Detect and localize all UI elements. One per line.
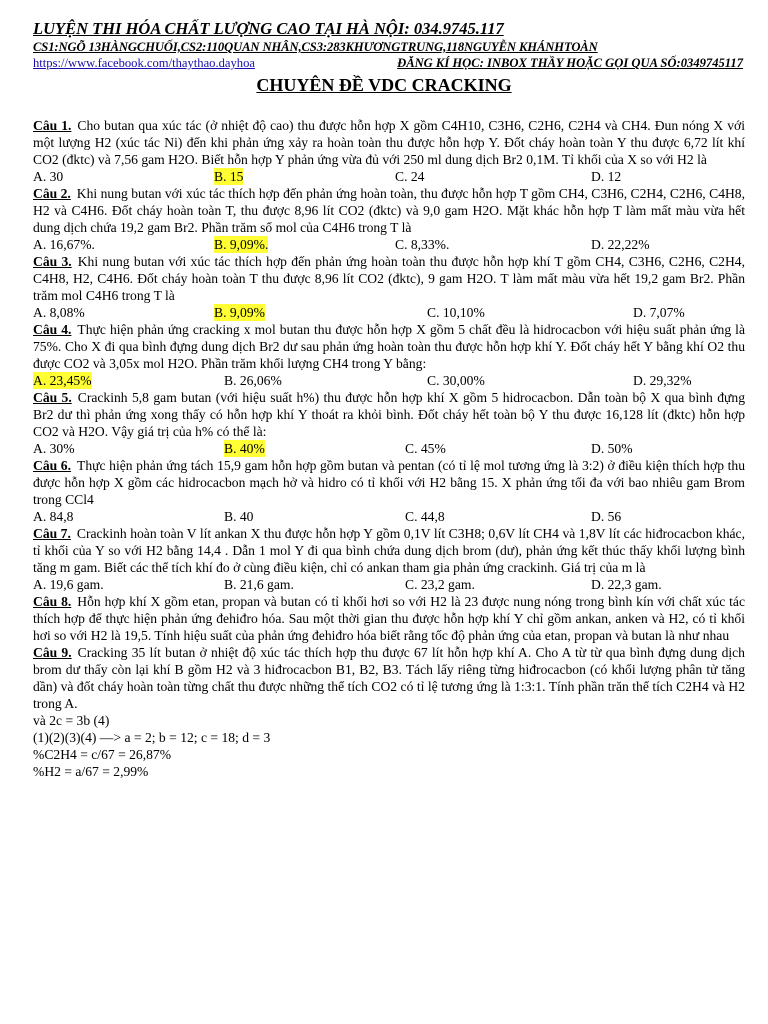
answer-option-a[interactable]: A. 30% <box>33 441 75 456</box>
answer-options <box>33 372 745 389</box>
header-title: LUYỆN THI HÓA CHẤT LƯỢNG CAO TẠI HÀ NỘI: 034.9745.117 <box>33 19 504 38</box>
answer-option-d[interactable]: D. 56 <box>591 509 622 524</box>
question-text: Cho butan qua xúc tác (ở nhiệt độ cao) thu được hỗn hợp X gồm C4H10, C3H6, C2H6, C2H4 và CH4. Đun nóng X với một lượng H2 (xúc tác Ni) đến khi phản ứng xảy ra hoàn toàn thu được hỗn hợp Y. Đốt cháy hoàn toàn Y thu được 6,72 lít khí CO2 (đktc) và 7,56 gam H2O. Biết hỗn hợp Y phản ứng vừa đủ với 250 ml dung dịch Br2 0,1M. Tỉ khối của X so với H2 là <box>33 118 745 167</box>
answer-options <box>33 440 745 457</box>
question-label: Câu 6. <box>33 458 72 473</box>
question-label: Câu 3. <box>33 254 72 269</box>
question-8 <box>33 593 745 644</box>
question-text: Hỗn hợp khí X gồm etan, propan và butan có tỉ khối hơi so với H2 là 23 được nung nóng trong bình kín với chất xúc tác thích hợp để thực hiện phản ứng đehiđro hóa. Sau một thời gian thu được hỗn hợp khí Y chỉ gồm ankan, anken và H2, có tỉ khối hơi so với H2 là 19,5. Tính hiệu suất của phản ứng đehiđro hóa biết rằng tốc độ phản ứng của etan, propan và butan là như nhau <box>33 594 745 643</box>
answer-option-d[interactable]: D. 7,07% <box>633 305 685 320</box>
document-title: CHUYÊN ĐỀ VDC CRACKING <box>256 75 512 95</box>
question-text: Thực hiện phản ứng cracking x mol butan thu được hỗn hợp X gồm 5 chất đều là hidrocacbon với hiệu suất phản ứng là 75%. Cho X đi qua bình đựng dung dịch Br2 dư sau phản ứng hoàn toàn thu được hỗn hợp khí Y. Đốt cháy hết Y bằng khí O2 thu được CO2 và 3,05x mol H2O. Phần trăm khối lượng CH4 trong Y bằng: <box>33 322 745 371</box>
answer-option-b[interactable]: B. 21,6 gam. <box>224 577 294 592</box>
answer-option-c[interactable]: C. 44,8 <box>405 509 445 524</box>
answer-option-a[interactable]: A. 8,08% <box>33 305 85 320</box>
question-3 <box>33 253 745 304</box>
question-label: Câu 5. <box>33 390 72 405</box>
question-label: Câu 9. <box>33 645 72 660</box>
answer-option-b[interactable]: B. 40% <box>224 441 265 456</box>
question-label: Câu 7. <box>33 526 71 541</box>
answer-option-d[interactable]: D. 12 <box>591 169 622 184</box>
answer-option-d[interactable]: D. 29,32% <box>633 373 692 388</box>
question-text: Crackinh hoàn toàn V lít ankan X thu được hỗn hợp Y gồm 0,1V lít C3H8; 0,6V lít CH4 và 1,8V lít các hiđrocacbon khác, tỉ khối của Y so với H2 bằng 14,4 . Dẫn 1 mol Y đi qua bình chứa dung dịch brom (dư), phản ứng kết thúc thấy khối lượng bình tăng m gam. Biết các thể tích khí đo ở cùng điều kiện, chỉ có ankan tham gia phản ứng crackinh. Giá trị của m là <box>33 526 745 575</box>
answer-option-b[interactable]: B. 9,09% <box>214 305 265 320</box>
answer-option-c[interactable]: C. 8,33%. <box>395 237 450 252</box>
question-text: Khi nung butan với xúc tác thích hợp đến phản ứng hoàn toàn thu được hỗn hợp khí T gồm CH4, C3H6, C2H6, C2H4, C4H8, H2, C4H6. Đốt cháy hoàn toàn T thu được 8,96 lít CO2 (đktc), 9 gam H2O. T làm mất màu vừa hết 19,2 gam Br2. Phần trăm mol C4H6 trong T là <box>33 254 745 303</box>
answer-options <box>33 304 745 321</box>
question-label: Câu 2. <box>33 186 71 201</box>
header-addresses: CS1:NGÕ 13HÀNGCHUỐI,CS2:110QUAN NHÂN,CS3:283KHƯƠNGTRUNG,118NGUYỄN KHÁNHTOÀN <box>33 40 598 54</box>
answer-option-b[interactable]: B. 15 <box>214 169 244 184</box>
answer-option-a[interactable]: A. 19,6 gam. <box>33 577 104 592</box>
answer-option-c[interactable]: C. 45% <box>405 441 446 456</box>
question-6 <box>33 457 745 508</box>
solution-line: %H2 = a/67 = 2,99% <box>33 764 149 779</box>
question-7 <box>33 525 745 576</box>
question-2 <box>33 185 745 236</box>
question-label: Câu 4. <box>33 322 72 337</box>
solution-line: %C2H4 = c/67 = 26,87% <box>33 747 172 762</box>
answer-option-d[interactable]: D. 22,22% <box>591 237 650 252</box>
answer-option-b[interactable]: B. 9,09%. <box>214 237 269 252</box>
question-text: Khi nung butan với xúc tác thích hợp đến phản ứng hoàn toàn, thu được hỗn hợp T gồm CH4, C3H6, C2H4, C2H6, C4H8, H2 và C4H6. Đốt cháy hoàn toàn T, thu được 8,96 lít CO2 (đktc) và 9,0 gam H2O. Mặt khác hỗn hợp T làm mất màu vừa hết dung dịch chứa 19,2 gam Br2. Phần trăm số mol của C4H6 trong T là <box>33 186 745 235</box>
solution-line: (1)(2)(3)(4) —> a = 2; b = 12; c = 18; d = 3 <box>33 730 271 745</box>
question-1 <box>33 117 745 168</box>
answer-options <box>33 236 745 253</box>
register-note: ĐĂNG KÍ HỌC: INBOX THẦY HOẶC GỌI QUA SỐ:0349745117 <box>397 56 743 70</box>
answer-options <box>33 508 745 525</box>
answer-option-b[interactable]: B. 26,06% <box>224 373 282 388</box>
answer-option-a[interactable]: A. 16,67%. <box>33 237 95 252</box>
answer-option-a[interactable]: A. 23,45% <box>33 373 92 388</box>
facebook-link[interactable]: https://www.facebook.com/thaythao.dayhoa <box>33 56 255 70</box>
question-list <box>33 117 745 780</box>
question-text: Cracking 35 lít butan ở nhiệt độ xúc tác thích hợp thu được 67 lít hỗn hợp khí A. Cho A từ từ qua bình đựng dung dịch brom dư thấy còn lại khí B gồm H2 và 3 hiđrocacbon B1, B2, B3. Tách lấy riêng từng hiđrocacbon (có khối lượng phân tử tăng dần) và đốt cháy hoàn toàn từng chất thu được những thể tích CO2 có tỉ lệ tương ứng là 1:3:1. Tính phần trăn thể tích C2H4 và H2 trong A. <box>33 645 745 711</box>
answer-option-b[interactable]: B. 40 <box>224 509 254 524</box>
question-text: Crackinh 5,8 gam butan (với hiệu suất h%) thu được hỗn hợp khí X gồm 5 hidrocacbon. Dẫn toàn bộ X qua bình đựng Br2 dư thì phản ứng xong thấy có hỗn hợp khí Y thoát ra khỏi bình. Đốt cháy hết toàn bộ Y thu được 16,128 lít (đktc) hỗn hợp CO2 và H2O. Vậy giá trị của h% có thể là: <box>33 390 745 439</box>
solution-line: và 2c = 3b (4) <box>33 713 110 728</box>
question-4 <box>33 321 745 372</box>
question-9 <box>33 644 745 712</box>
answer-option-d[interactable]: D. 50% <box>591 441 633 456</box>
answer-option-a[interactable]: A. 84,8 <box>33 509 74 524</box>
question-text: Thực hiện phản ứng tách 15,9 gam hỗn hợp gồm butan và pentan (có tỉ lệ mol tương ứng là 3:2) ở điều kiện thích hợp thu được hỗn hợp X gồm các hidrocacbon mạch hở và hidro có tỉ khối với H2 bằng 15. X phản ứng tối đa với bao nhiêu gam Brom trong CCl4 <box>33 458 745 507</box>
question-label: Câu 8. <box>33 594 72 609</box>
header-contact-row <box>33 56 743 71</box>
answer-option-c[interactable]: C. 23,2 gam. <box>405 577 475 592</box>
answer-option-c[interactable]: C. 30,00% <box>427 373 485 388</box>
answer-options <box>33 168 745 185</box>
answer-options <box>33 576 745 593</box>
question-label: Câu 1. <box>33 118 72 133</box>
answer-option-d[interactable]: D. 22,3 gam. <box>591 577 662 592</box>
answer-option-c[interactable]: C. 24 <box>395 169 425 184</box>
answer-option-c[interactable]: C. 10,10% <box>427 305 485 320</box>
answer-option-a[interactable]: A. 30 <box>33 169 64 184</box>
question-5 <box>33 389 745 440</box>
